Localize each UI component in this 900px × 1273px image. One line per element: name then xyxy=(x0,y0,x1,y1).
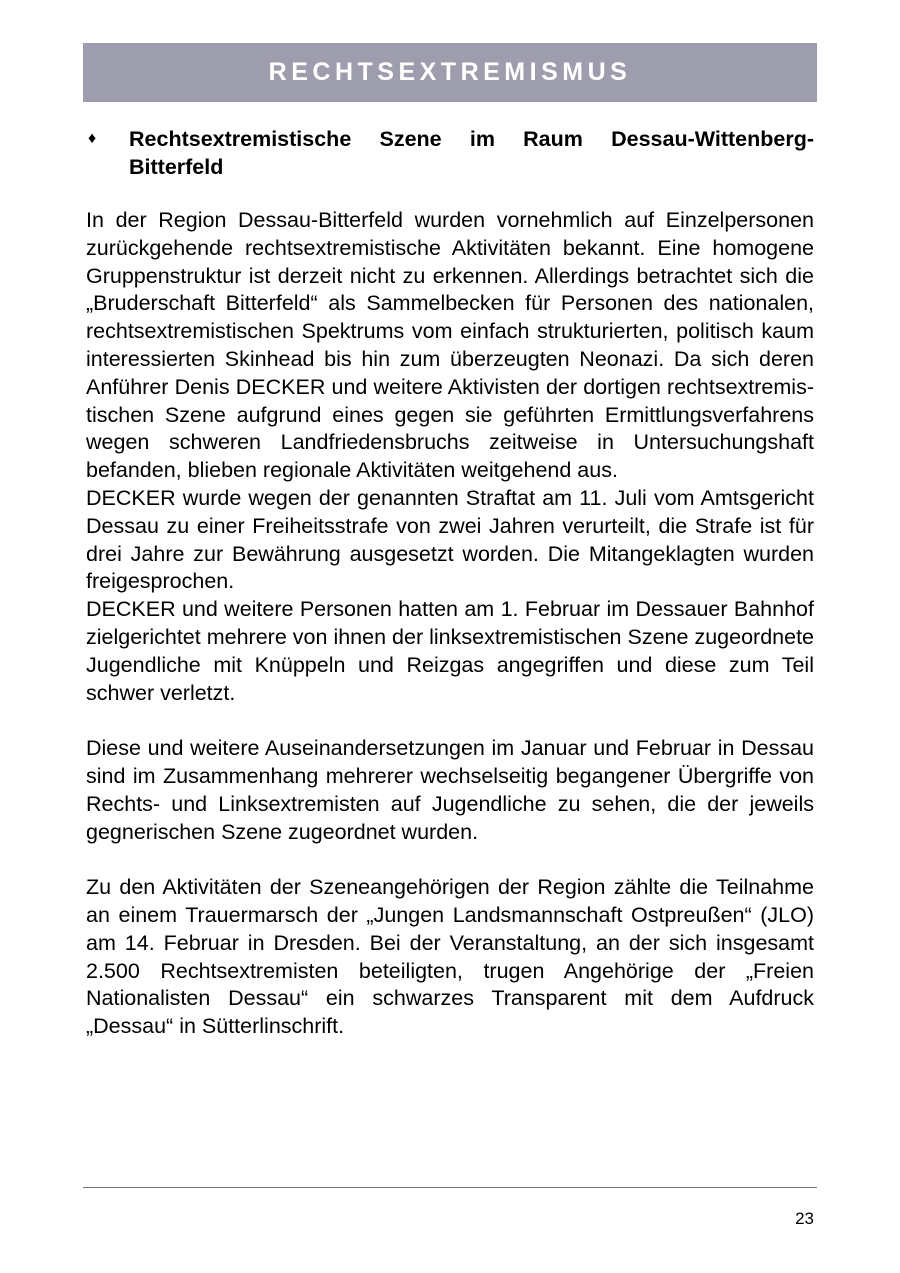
body-text xyxy=(86,207,814,1041)
page-title: RECHTSEXTREMISMUS xyxy=(268,58,632,86)
paragraph: Diese und weitere Auseinandersetzungen im Januar und Februar in Dessau sind im Zusammenhang mehrerer wechselseitig begangener Übergriffe von Rechts- und Linksextremisten auf Jugendliche zu sehen, die der jeweils gegnerischen Szene zugeordnet wurden. xyxy=(86,736,814,844)
section-heading xyxy=(86,124,814,181)
section-heading-text: Rechtsextremistische Szene im Raum Dessau-Wittenberg-Bitterfeld xyxy=(129,127,814,179)
footer-divider xyxy=(83,1187,817,1188)
diamond-bullet-icon: ♦ xyxy=(88,130,97,147)
paragraph: Zu den Aktivitäten der Szeneangehörigen der Region zählte die Teilnahme an einem Trauermarsch der „Jungen Landsmannschaft Ostpreußen“ (JLO) am 14. Februar in Dresden. Bei der Veranstaltung, an der sich insgesamt 2.500 Rechtsextremisten beteiligten, trugen Angehörige der „Freien Nationalisten Dessau“ ein schwarzes Transparent mit dem Aufdruck „Dessau“ in Sütterlinschrift. xyxy=(86,875,814,1039)
header-band xyxy=(83,43,817,102)
page-number: 23 xyxy=(795,1209,814,1228)
paragraph: DECKER und weitere Personen hatten am 1. Februar im Dessauer Bahnhof zielgerichtet mehrere von ihnen der linksextremistischen Szene zugeordnete Jugendliche mit Knüppeln und Reizgas angegriffen und diese zum Teil schwer verletzt. xyxy=(86,597,814,705)
paragraph: DECKER wurde wegen der genannten Straftat am 11. Juli vom Amtsgericht Dessau zu einer Freiheitsstrafe von zwei Jahren verurteilt, die Strafe ist für drei Jahre zur Bewährung ausgesetzt worden. Die Mitangeklagten wurden freigesprochen. xyxy=(86,485,814,594)
paragraph: In der Region Dessau-Bitterfeld wurden vornehmlich auf Einzelpersonen zurückgehende rechtsextremistische Aktivitäten bekannt. Eine homogene Gruppenstruktur ist derzeit nicht zu erkennen. Allerdings betrachtet sich die „Bruderschaft Bitterfeld“ als Sammelbecken für Personen des nationalen, rechtsextremistischen Spektrums vom einfach strukturierten, politisch kaum interessierten Skinhead bis hin zum überzeugten Neonazi. Da sich deren Anführer Denis DECKER und weitere Aktivisten der dortigen rechtsextremistischen Szene aufgrund eines gegen sie geführten Ermittlungsverfahrens wegen schweren Landfriedensbruchs zeitweise in Untersuchungshaft befanden, blieben regionale Aktivitäten weitgehend aus. xyxy=(86,208,814,483)
